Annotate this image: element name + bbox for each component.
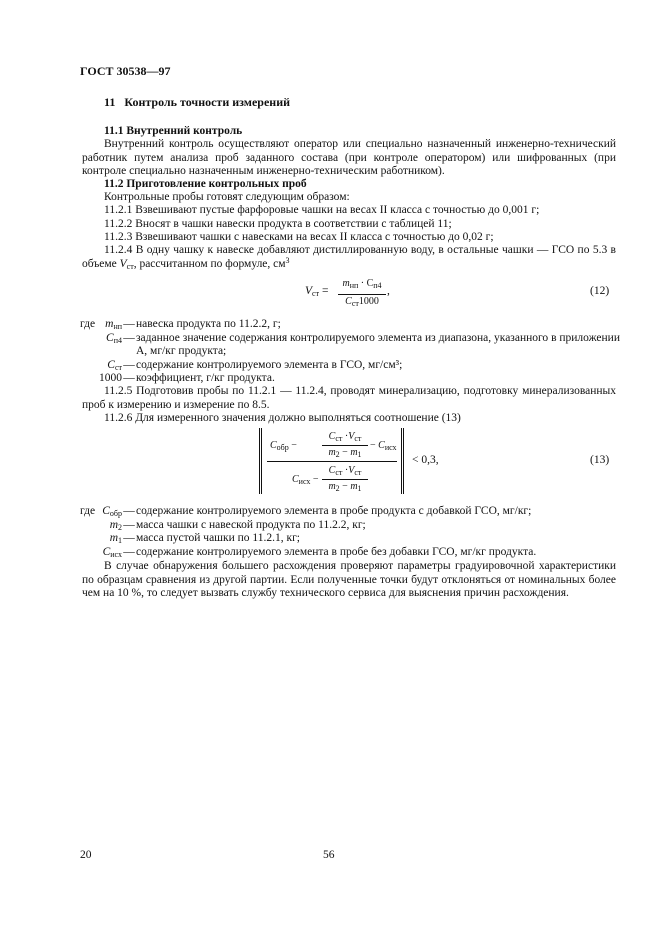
definition-c-st: $C_{ст}$ — содержание контролируемого элемента в ГСО, мг/см³;: [107, 358, 403, 372]
symbol-v: V: [119, 257, 127, 270]
formula-13-lower-num: $C_{ст} \cdot V_{ст}$: [328, 465, 362, 477]
definitions-12: [80, 318, 620, 386]
formula-12-lhs: $V_{ст}$ =: [305, 285, 329, 298]
section-title-text: Контроль точности измерений: [124, 95, 291, 109]
formula-13-c-ish-top: − $C_{исх}$: [370, 440, 397, 452]
formula-12-number: (12): [590, 285, 610, 297]
definition-m1: $m_1$ — масса пустой чашки по 11.2.1, кг;: [109, 532, 301, 546]
item-11-2-2: 11.2.2 Вносят в чашки навески продукта в соответствии с таблицей 11;: [104, 218, 452, 230]
item-11-2-6: 11.2.6 Для измеренного значения должно выполняться соотношение (13): [104, 412, 461, 424]
formula-13-inner-bar-1: [322, 445, 368, 446]
formula-13-c-ish-bottom: $C_{исх}$ −: [292, 474, 319, 486]
formula-13-lower-den: $m_2 - m_1$: [328, 481, 362, 493]
paragraph-intro: Контрольные пробы готовят следующим образом:: [104, 191, 350, 203]
item-11-2-4: 11.2.4 В одну чашку к навеске добавляют дистиллированную воду, в остальные чашки — ГСО по 5.3 в объеме $V_{ст}$, рассчитанном по формуле, $см^3$: [82, 244, 616, 271]
formula-13-c-obr: $C_{обр}$ −: [270, 440, 297, 452]
formula-12-numerator: $m_{нп} \cdot C_{п4}$: [342, 278, 382, 290]
definition-c-ish: $C_{исх}$ — содержание контролируемого элемента в пробе без добавки ГСО, мг/кг продукта.: [102, 545, 537, 559]
definition-1000: 1000 — коэффициент, г/кг продукта.: [99, 372, 275, 385]
paragraph-internal-control: Внутренний контроль осуществляют оператор или специально назначенный инженерно-технический работник путем анализа проб заданного состава (при контроле оператором) или шифрованных (при контроле специально назначенным инженерно-техническим работником).: [82, 138, 616, 177]
item-11-2-5: 11.2.5 Подготовив пробы по 11.2.1 — 11.2.4, проводят минерализацию, подготовку минерализованных проб к измерению и измерение по 8.5.: [82, 385, 616, 411]
abs-bar-left: [259, 428, 260, 494]
formula-13-inner-num: $C_{ст} \cdot V_{ст}$: [328, 431, 362, 443]
formula-13-inner-den: $m_2 - m_1$: [328, 447, 362, 459]
where-label-2: где: [80, 505, 96, 517]
formula-12-denominator: $C_{ст}1000$: [345, 296, 379, 308]
formula-13-rhs: < 0,3,: [412, 454, 439, 466]
definition-m2: $m_2$ — масса чашки с навеской продукта по 11.2.2, кг;: [109, 518, 366, 532]
formula-13-inner-bar-2: [322, 479, 368, 480]
where-label-1: где: [80, 318, 96, 330]
item-11-2-1: 11.2.1 Взвешивают пустые фарфоровые чашки на весах II класса с точностью до 0,001 г;: [104, 204, 540, 216]
subsection-heading-11-1: 11.1 Внутренний контроль: [104, 125, 243, 137]
document-code: ГОСТ 30538—97: [80, 64, 171, 78]
formula-12-fraction-bar: [338, 294, 386, 295]
formula-12-comma: ,: [387, 285, 390, 297]
page-number-left: 20: [80, 849, 92, 861]
section-title: [104, 95, 290, 110]
abs-bar-right-2: [403, 428, 404, 494]
formula-13-main-bar: [267, 461, 397, 462]
definitions-13: [80, 505, 620, 559]
abs-bar-left-2: [261, 428, 262, 494]
definition-c-p4: $C_{п4}$ — заданное значение содержания контролируемого элемента из диапазона, указанного в приложении А, мг/кг продукта;: [106, 331, 620, 358]
definition-m-np: $m_{нп}$ — навеска продукта по 11.2.2, г;: [105, 318, 281, 331]
abs-bar-right: [401, 428, 402, 494]
paragraph-discrepancy: В случае обнаружения большего расхождения проверяют параметры градуировочной характеристики по образцам сравнения из другой партии. Если полученные точки будут отклоняться от номинальных более чем на 10 %, то следует вызвать службу технического сервиса для выяснения причин расхождения.: [82, 560, 616, 599]
page-number-center: 56: [323, 849, 335, 861]
item-11-2-3: 11.2.3 Взвешивают чашки с навесками на весах II класса с точностью до 0,02 г;: [104, 231, 494, 243]
section-number: 11: [104, 95, 116, 109]
subsection-heading-11-2: 11.2 Приготовление контрольных проб: [104, 178, 307, 190]
definition-c-obr: $C_{обр}$ — содержание контролируемого элемента в пробе продукта с добавкой ГСО, мг/кг;: [102, 505, 532, 518]
formula-13-number: (13): [590, 454, 610, 466]
